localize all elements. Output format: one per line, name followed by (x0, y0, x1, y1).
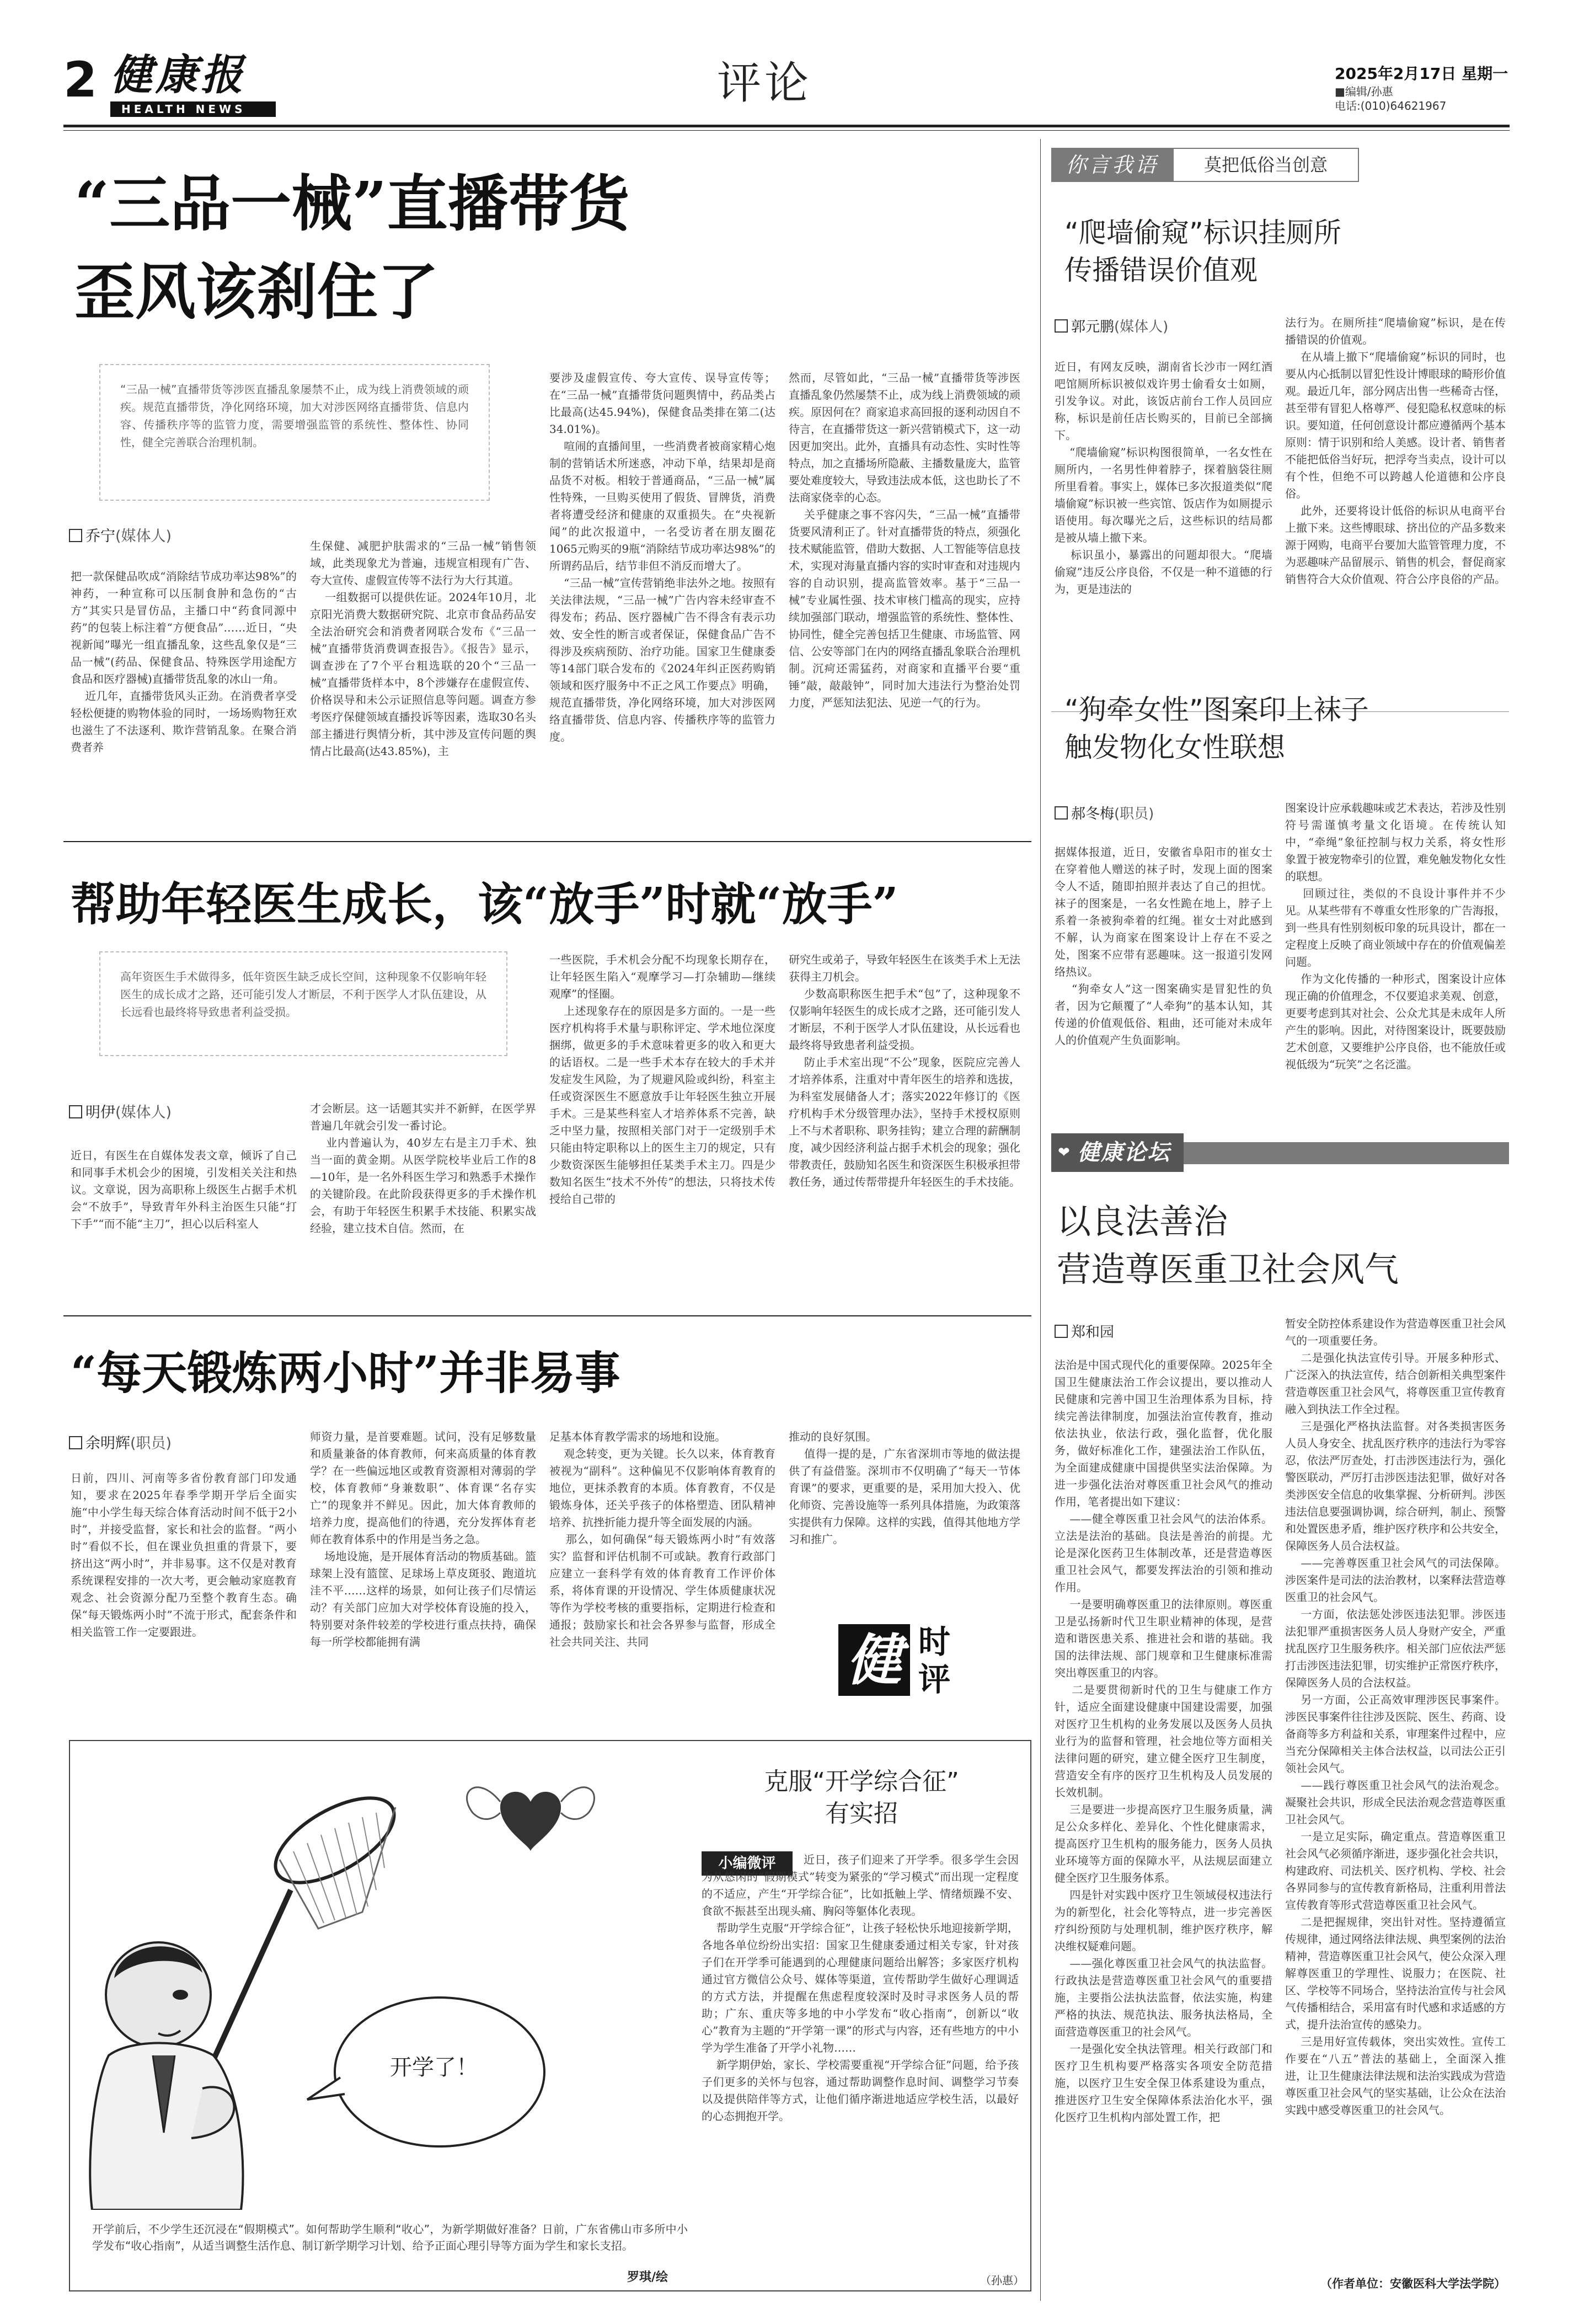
article1-col1-text: 把一款保健品吹成“消除结节成功率达98%”的神药，一种宣称可以压制食肿和急伤的“古方”其实只是冒仿品，主播口中“药食同源中药”的包装上标注着“方便食品”……近日，“央视新闻”曝光一组直播乱象，这些乱象仅是“三品一械”(药品、保健食品、特殊医学用途配方食品和医疗器械)直播带货乱象的冰山一角。 近几年，直播带货风头正劲。在消费者享受轻松便捷的购物体验的同时，一场场购物狂欢也滋生了不法逐利、欺诈营销乱象。在聚合消费者养 (71, 570, 297, 754)
article1-summary: “三品一械”直播带货等涉医直播乱象屡禁不止，成为线上消费领域的顽疾。规范直播带货，净化网络环境，加大对涉医网络直播带货、信息内容、传播秩序等的监管力度，需要增强监管的系统性、整体性、协同性，健全完善联合治理机制。 (120, 383, 469, 449)
piece1-byline (1055, 315, 1168, 336)
article3-col2 (310, 1428, 536, 1723)
article3-author: 余明辉 (85, 1435, 130, 1452)
forum-label: 健康论坛 (1078, 1140, 1170, 1165)
piece3-col2-text: 暂安全防控体系建设作为营造尊医重卫社会风气的一项重要任务。 二是强化执法宣传引导。开展多种形式、广泛深入的执法宣传，结合创新相关典型案件营造尊医重卫社会风气，将尊医重卫宣传教育融入到执法工作全过程。 三是强化严格执法监督。对各类损害医务人员人身安全、扰乱医疗秩序的违法行为零容忍，依法严厉查处，打击涉医违法行为，强化警医联动，严厉打击涉医违法犯罪，做好对各类涉医安全信息的收集掌握、分析研判。涉医违法信息要强调协调，综合研判，制止、预警和处置医患矛盾，维护医疗秩序和公共安全，保障医务人员合法权益。 ——完善尊医重卫社会风气的司法保障。涉医案件是司法的法治教材，以案释法营造尊医重卫的社会风气。 一方面，依法惩处涉医违法犯罪。涉医违法犯罪严重损害医务人员人身财产安全，严重扰乱医疗卫生服务秩序。相关部门应依法严惩打击涉医违法犯罪，切实维护正常医疗秩序，保障医务人员的合法权益。 另一方面，公正高效审理涉医民事案件。涉医民事案件往往涉及医院、医生、药商、设备商等多方利益和关系，审理案件过程中，应当充分保障相关主体合法权益，以司法公正引领社会风气。 ——践行尊医重卫社会风气的法治观念。凝聚社会共识，形成全民法治观念营造尊医重卫社会风气。 一是立足实际，确定重点。营造尊医重卫社会风气必须循序渐进，逐步强化社会共识，构建政府、司法机关、医疗机构、学校、社会各界同参与的宣传教育新格局，注重利用普法宣传教育等形式营造尊医重卫社会风气。 二是把握规律，突出针对性。坚持遵循宣传规律，通过网络法律法规、典型案例的法治精神，营造尊医重卫社会风气，使公众深入理解尊医重卫的学理性、说服力；在医院、社区、学校等不同场合，坚持法治宣传与社会风气传播相结合，采用富有时代感和求适感的方式，提升法治宣传的感染力。 三是用好宣传载体，突出实效性。宣传工作要在“八五”普法的基础上，全面深入推进，让卫生健康法律法规和法治实践成为营造尊医重卫社会风气的坚实基础，让公众在法治实践中感受尊医重卫的社会风气。 (1285, 1317, 1506, 2117)
masthead-rule-thick (63, 125, 1510, 127)
article1-bottom-rule (63, 841, 1031, 842)
editor-credit: ■编辑/孙惠 (1335, 85, 1393, 98)
article2-col1 (71, 1147, 297, 1302)
flying-heart-icon (467, 1787, 595, 1851)
cartoon-illustration (76, 1747, 688, 2210)
article1-col2 (310, 538, 536, 827)
forum-banner (1051, 1133, 1509, 1172)
article1-col4-text: 然而，尽管如此，“三品一械”直播带货等涉医直播乱象仍然屡禁不止，成为线上消费领域的顽疾。原因何在？商家追求高回报的逐利动因自不待言，在直播带货这一新兴营销模式下，这一动因更加突出。此外，直播具有动态性、实时性等特点，加之直播场所隐蔽、主播数量庞大，监管要处难度较大，导致违法成本低，这也助长了不法商家侥幸的心态。 关乎健康之事不容闪失，“三品一械”直播带货要风清利正了。针对直播带货的特点，须强化技术赋能监管，借助大数据、人工智能等信息技术，实现对海量直播内容的实时审查和对违规内容的自动识别，提高监管效率。基于“三品一械”专业属性强、技术审核门槛高的现实，应持续加强部门联动，增强监管的系统性、整体性、协同性，健全完善包括卫生健康、市场监管、网信、公安等部门在内的网络直播乱象联合治理机制。沉疴还需猛药，对商家和直播平台要“重锤”敲，敲敲钟”，同时加大违法行为整治处罚力度，严惩知法犯法、见逆一气的行为。 (789, 371, 1020, 709)
paper-logo-en: HEALTH NEWS (110, 101, 276, 117)
article3-author-role: (职员) (130, 1435, 172, 1452)
cartoon-box (69, 1740, 1031, 2291)
masthead-rule-thin (63, 130, 1510, 131)
piece1-headline-line2: 传播错误价值观 (1064, 254, 1258, 286)
paper-logo-name: 健康报 (110, 50, 246, 99)
article1-col1 (71, 568, 297, 827)
article1-headline-line2: 歪风该刹住了 (74, 256, 438, 328)
article2-col1-text: 近日，有医生在自媒体发表文章，倾诉了自己和同事手术机会少的困境，引发相关关注和热议。文章说，因为高职称上级医生占据手术机会“不放手”，导致青年外科主治医生只能“打下手”“而不能“主刀”，担心以后科室人 (71, 1149, 297, 1230)
piece2-col1 (1055, 844, 1272, 1103)
piece3-author-note: （作者单位：安徽医科大学法学院） (1320, 2277, 1506, 2290)
byline-square-icon (69, 1436, 82, 1449)
column-subtitle: 莫把低俗当创意 (1173, 148, 1359, 182)
cartoon-credit: 罗琪/绘 (627, 2271, 668, 2284)
piece2-author-role: (职员) (1114, 806, 1154, 822)
column-divider (1040, 139, 1041, 2301)
shiping-logo (838, 1624, 982, 1707)
byline-square-icon (1055, 319, 1068, 333)
section-title: 评论 (717, 57, 812, 109)
piece2-author: 郝冬梅 (1071, 806, 1115, 822)
piece1-headline-line1: “爬墙偷窥”标识挂厕所 (1064, 217, 1341, 249)
piece1-author: 郭元鹏 (1071, 319, 1115, 335)
piece3-headline-line1: 以良法善治 (1057, 1201, 1228, 1241)
article1-col3-text: 要涉及虚假宣传、夸大宣传、误导宣传等；在“三品一械”直播带货问题舆情中，药品类占比最高(达45.94%)，保健食品类排在第二(达34.01%)。 喧闹的直播间里，一些消费者被商家精心炮制的营销话术所迷惑，冲动下单，结果却是商品货不对板。相较于普通商品，“三品一械”属性特殊，一旦购买使用了假货、冒牌货，消费者将遭受经济和健康的双重损失。在“央视新闻”的此次报道中，一名受访者在朋友圈花1065元购买的9瓶“消除结节成功率达98%”的所谓药品后，结节非但不消反而增大了。 “三品一械”宣传营销绝非法外之地。按照有关法律法规，“三品一械”广告内容未经审查不得发布；药品、医疗器械广告不得含有表示功效、安全性的断言或者保证，保健食品广告不得涉及疾病预防、治疗功能。国家卫生健康委等14部门联合发布的《2024年纠正医药购销领域和医疗服务中不正之风工作要点》明确，规范直播带货，净化网络环境，加大对涉医网络直播带货、信息内容、传播秩序等的监管力度。 (549, 371, 775, 743)
shiping-logo-char: 健 (838, 1624, 910, 1696)
article3-col1 (71, 1470, 297, 1723)
byline-square-icon (69, 1105, 82, 1118)
article2-summary: 高年资医生手术做得多，低年资医生缺乏成长空间，这种现象不仅影响年轻医生的成长成才之路，还可能引发人才断层，不利于医学人才队伍建设，从长远看也最终将导致患者利益受损。 (120, 970, 486, 1019)
paper-logo (110, 50, 309, 116)
column-banner (1051, 148, 1360, 182)
article1-summary-box (99, 364, 490, 501)
article1-col3 (549, 370, 775, 827)
article1-author-role: (媒体人) (115, 528, 172, 545)
article2-headline: 帮助年轻医生成长，该“放手”时就“放手” (71, 878, 898, 931)
piece3-col1-text: 法治是中国式现代化的重要保障。2025年全国卫生健康法治工作会议提出，要以推动人民健康和完善中国卫生治理体系为目标，持续完善法律制度，加强法治宣传教育，推动依法执业，依法行政，强化监督，优化服务，做好标准化工作，建强法治工作队伍，为全面建成健康中国提供坚实法治保障。为进一步强化法治对尊医重卫社会风气的推动作用，笔者提出如下建议： ——健全尊医重卫社会风气的法治体系。立法是法治的基础。良法是善治的前提。尤论是深化医药卫生体制改革，还是营造尊医重卫社会风气，都要发挥法治的引领和推动作用。 一是要明确尊医重卫的法律原则。尊医重卫是弘扬新时代卫生职业精神的体现，是营造和谐医患关系、推进社会和谐的基础。我国的法律法规、部门规章和卫生健康标准需突出尊医重卫的内容。 二是要贯彻新时代的卫生与健康工作方针，适应全面建设健康中国建设需要，加强对医疗卫生机构的业务发展以及医务人员执业行为的监督和管理，社会地位等方面相关法律问题的研究，建立健全医疗卫生制度，营造安全有序的医疗卫生机构及人员发展的长效机制。 三是要进一步提高医疗卫生服务质量，满足公众多样化、差异化、个性化健康需求，提高医疗卫生机构的服务能力，医务人员执业环境等方面的保障水平，从法规层面建立健全医疗卫生服务体系。 四是针对实践中医疗卫生领域侵权违法行为的新型化，社会化等特点，进一步完善医疗纠纷预防与处理机制，维护医疗秩序，解决维权疑难问题。 ——强化尊医重卫社会风气的执法监督。行政执法是营造尊医重卫社会风气的重要措施，主要指公法执法监督，依法实施，构建严格的执法、规范执法、服务执法格局，全面营造尊医重卫的社会风气。 一是强化安全执法管理。相关行政部门和医疗卫生机构要严格落实各项安全防范措施，以医疗卫生安全保卫体系建设为重点，推进医疗卫生安全保障体系法治化水平，强化医疗卫生机构内部处置工作，把 (1055, 1358, 1272, 2124)
article2-col4-text: 研究生或弟子，导致年轻医生在该类手术上无法获得主刀机会。 少数高职称医生把手术“包”了，这种现象不仅影响年轻医生的成长成才之路，还可能引发人才断层，不利于医学人才队伍建设，从长远看也最终将导致患者利益受损。 防止手术室出现“不公”现象，医院应完善人才培养体系，注重对中青年医生的培养和选拔，为科室发展储备人才；落实2022年修订的《医疗机构手术分级管理办法》，坚持手术授权原则上不与术者职称、职务挂钩；建立合理的薪酬制度，减少因经济利益占据手术机会的现象；强化带教责任，鼓励知名医生和资深医生积极承担带教任务，通过传帮带提升年轻医生的手术技能。 (789, 953, 1020, 1188)
piece1-author-role: (媒体人) (1114, 319, 1169, 335)
piece2-headline-line2: 触发物化女性联想 (1064, 731, 1285, 763)
speech-bubble-text: 开学了！ (390, 2055, 478, 2080)
piece3-author: 郑和园 (1071, 1324, 1115, 1341)
issue-date: 2025年2月17日 星期一 (1335, 65, 1508, 83)
piece3-col2 (1285, 1315, 1506, 2267)
article2-col2 (310, 1100, 536, 1302)
article2-bottom-rule (63, 1315, 1031, 1316)
piece3-headline-line2: 营造尊医重卫社会风气 (1057, 1249, 1399, 1289)
page-number: 2 (63, 51, 98, 108)
shiping-logo-line1: 时 (918, 1623, 951, 1661)
piece2-col1-text: 据媒体报道，近日，安徽省阜阳市的崔女士在穿着他人赠送的袜子时，发现上面的图案令人不适，随即拍照并表达了自己的担忧。袜子的图案是，一名女性跪在地上，脖子上系着一条被狗牵着的红绳。崔女士对此感到不解，认为商家在图案设计上存在不妥之处，图案不应带有恶趣味。这一报道引发网络热议。 “狗牵女人”这一图案确实是冒犯性的负者，因为它颠覆了“人牵狗”的基本认知，其传递的价值观低俗、粗曲，还可能对未成年人的价值观产生负面影响。 (1055, 845, 1272, 1047)
piece1-col2 (1285, 314, 1506, 706)
article2-author-role: (媒体人) (115, 1104, 172, 1121)
article2-col2-text: 才会断层。这一话题其实并不新鲜，在医学界普遍几年就会引发一番讨论。 业内普遍认为，40岁左右是主刀手术、独当一面的黄金期。从医学院校毕业后工作的8—10年，是一名外科医生学习和熟悉手术操作的关键阶段。在此阶段获得更多的手术操作机会，有助于年轻医生积累手术技能、积累实战经验，建立技术自信。然而，在 (310, 1102, 536, 1235)
article3-col3-text: 足基本体育教学需求的场地和设施。 观念转变，更为关键。长久以来，体育教育被视为“副科”。这种偏见不仅影响体育教育的地位，更抹杀教育的本质。体育教育，不仅是锻炼身体，还关乎孩子的体格塑造、团队精神培养、抗挫折能力提升等全面发展的内涵。 那么，如何确保“每天锻炼两小时”有效落实？监督和评估机制不可或缺。教育行政部门应建立一套科学有效的体育教育工作评价体系，将体育课的开设情况、学生体质健康状况等作为学校考核的重要指标，定期进行检查和通报；鼓励家长和社会各界参与监督，形成全社会共同关注、共同 (549, 1430, 775, 1648)
article1-author: 乔宁 (85, 528, 115, 545)
column-label: 你言我语 (1051, 148, 1173, 182)
piece1-col2-text: 法行为。在厕所挂“爬墙偷窥”标识，是在传播错误的价值观。 在从墙上撤下“爬墙偷窥”标识的同时，也要从内心抵制以冒犯性设计博眼球的畸形价值观。最近几年，部分网店出售一些稀奇古怪，甚至带有冒犯人格尊严、侵犯隐私权意味的标识。要知道，任何创意设计都应遵循两个基本原则：情于识别和给人美感。设计者、销售者不能把低俗当好玩，把浮夸当卖点，设计可以有个性，但绝不可以跨越人伦道德和公序良俗。 此外，还要将设计低俗的标识从电商平台上撤下来。这些博眼球、挤出位的产品多数来源于网购，电商平台要加大监管管理力度，不为恶趣味产品留展示、销售的机会，督促商家销售符合大众价值观、符合公序良俗的产品。 (1285, 316, 1506, 586)
article3-col2-text: 师资力量，是首要难题。试问，没有足够数量和质量兼备的体育教师，何来高质量的体育教学？在一些偏远地区或教育资源相对薄弱的学校，体育教师“身兼数职”、体育课“名存实亡”的现象并不鲜见。因此，加大体育教师的培养力度，提高他们的待遇，充分发挥体育老师在教育体系中的作用是当务之急。 场地设施，是开展体育活动的物质基础。篮球架上没有篮筐、足球场上草皮斑驳、跑道坑洼不平……这样的场景，如何让孩子们尽情运动？有关部门应加大对学校体育设施的投入，特别要对条件较差的学校进行重点扶持，确保每一所学校都能拥有满 (310, 1430, 536, 1648)
piece1-col1 (1055, 358, 1272, 706)
article2-summary-box (99, 951, 507, 1056)
article2-col3 (549, 951, 775, 1302)
piece2-byline (1055, 802, 1154, 823)
shiping-logo-line2: 评 (918, 1661, 951, 1698)
article2-byline (69, 1100, 172, 1122)
cartoon-title-line2: 有实招 (825, 1800, 898, 1828)
cartoon-commentary (702, 1851, 1019, 2271)
article1-headline-line1: “三品一械”直播带货 (74, 168, 630, 239)
cartoon-caption: 开学前后，不少学生还沉浸在“假期模式”。如何帮助学生顺利“收心”，为新学期做好准备？日前，广东省佛山市多所中小学发布“收心指南”，从适当调整生活作息、制订新学期学习计划、给予正面心理引导等方面为学生和家长支招。 (92, 2223, 688, 2252)
article1-col2-text: 生保健、减肥护肤需求的“三品一械”销售领域，此类现象尤为普遍，违规宣相现有广告、夸大宣传、虚假宣传等不法行为大行其道。 一组数据可以提供佐证。2024年10月，北京阳光消费大数据研究院、北京市食品药品安全法治研究会和消费者网联合发布《“三品一械”直播带货消费调查报告》。《报告》显示，调查涉在了7个平台粗选联的20个“三品一械”直播带货样本中，8个涉嫌存在虚假宣传、价格误导和未公示证照信息等问题。调查方参考医疗保健领域直播投诉等因素，选取30名头部主播进行舆情分析，其中涉及宣传问题的舆情占比最高(达43.85%)，主 (310, 539, 536, 758)
article3-byline (69, 1431, 172, 1453)
piece2-col2 (1285, 800, 1506, 1103)
article3-col3 (549, 1428, 775, 1723)
article3-headline: “每天锻炼两小时”并非易事 (71, 1347, 620, 1400)
cartoon-commentary-text: 近日，孩子们迎来了开学季。很多学生会因为从悠闲的“假期模式”转变为紧张的“学习模式”而出现一定程度的不适应，产生“开学综合征”，比如抵触上学、情绪烦躁不安、食欲不振甚至出现头痛、胸闷等躯体化表现。 帮助学生克服“开学综合征”，让孩子轻松快乐地迎接新学期，各地各单位纷纷出实招：国家卫生健康委通过相关专家，针对孩子们在开学季可能遇到的心理健康问题给出解答；多家医疗机构通过官方微信公众号、媒体等渠道，宣传帮助学生做好心理调适的方式方法，并提醒在焦虑程度较深时及时寻求医务人员的帮助；广东、重庆等多地的中小学发布“收心指南”，创新以“收心”教育为主题的“开学第一课”的形式与内容，还有些地方的中小学为学生准备了开学小礼物…… 新学期伊始，家长、学校需要重视“开学综合征”问题，给予孩子们更多的关怀与包容，通过帮助调整作息时间、调整学习节奏以及提供陪伴等方式，让他们循序渐进地适应学校生活，以最好的心态拥抱开学。 (702, 1853, 1019, 2123)
editor-phone: 电话:(010)64621967 (1335, 99, 1447, 113)
piece3-byline (1055, 1321, 1114, 1341)
piece2-col2-text: 图案设计应承载趣味或艺术表达，若涉及性别符号需谨慎考量文化语境。在传统认知中，“牵绳”象征控制与权力关系，将女性形象置于被宠物牵引的位置，难免触发物化女性的联想。 回顾过往，类似的不良设计事件并不少见。从某些带有不尊重女性形象的广告海报，到一些具有性别刻板印象的玩具设计，都在一定程度上反映了商业领域中存在的价值观偏差问题。 作为文化传播的一种形式，图案设计应体现正确的价值理念，不仅要追求美观、创意，更要考虑到其对社会、公众尤其是未成年人所产生的影响。因此，对待图案设计，既要鼓励艺术创意，又要维护公序良俗，也不能放任或视低级为“玩笑”之名泛滥。 (1285, 801, 1506, 1071)
masthead (0, 0, 1573, 132)
cartoon-title-line1: 克服“开学综合征” (764, 1768, 959, 1796)
byline-square-icon (1055, 1325, 1068, 1338)
forum-heart-icon: ❤ (1058, 1144, 1070, 1161)
article3-col1-text: 日前，四川、河南等多省份教育部门印发通知，要求在2025年春季学期开学后全面实施“中小学生每天综合体育活动时间不低于2小时”，并接受监督，家长和社会的监督。“两小时”看似不长，但在课业负担重的背景下，要挤出这“两小时”，并非易事。这不仅是对教育系统课程安排的一次大考，更会触动家庭教育观念、社会资源分配乃至整个教育生态。确保“每天锻炼两小时”不流于形式，配套条件和相关监管工作一定要跟进。 (71, 1471, 297, 1638)
parent-figure (90, 1942, 243, 2210)
article1-col4 (789, 370, 1020, 827)
cartoon-tag: 小编微评 (702, 1851, 793, 1876)
piece3-col1 (1055, 1357, 1272, 2289)
article1-byline (69, 524, 172, 545)
article2-col4 (789, 951, 1020, 1302)
article2-col3-text: 一些医院，手术机会分配不均现象长期存在，让年轻医生陷入“观摩学习—打杂辅助—继续观摩”的怪圈。 上述现象存在的原因是多方面的。一是一些医疗机构将手术量与职称评定、学术地位深度捆绑，做更多的手术意味着更多的收入和更大的话语权。二是一些手术本存在较大的手术并发症发生风险，为了规避风险或纠纷，科室主任或资深医生不愿意放手让年轻医生独立开展手术。三是某些科室人才培养体系不完善，缺乏中坚力量，按照相关部门对于一定级别手术只能由特定职称以上的医生主刀的规定，只有少数资深医生能够担任某类手术主刀。四是少数知名医生“技术不外传”的想法，只将技术传授给自己带的 (549, 953, 775, 1206)
byline-square-icon (69, 529, 82, 542)
cartoon-sign: （孙惠） (980, 2274, 1024, 2287)
article2-author: 明伊 (85, 1104, 115, 1121)
byline-square-icon (1055, 806, 1068, 820)
article3-col4 (789, 1428, 1020, 1602)
piece2-headline-line1: “狗牵女性”图案印上袜子 (1064, 694, 1369, 726)
article3-col4-text: 推动的良好氛围。 值得一提的是，广东省深圳市等地的做法提供了有益借鉴。深圳市不仅明确了“每天一节体育课”的要求，更重要的是，采用加大投入、优化师资、完善设施等一系列具体措施，为政策落实提供有力保障。这样的实践，值得其他地方学习和推广。 (789, 1430, 1020, 1546)
piece1-col1-text: 近日，有网友反映，湖南省长沙市一网红酒吧馆厕所标识被似戏许男士偷看女士如厕，引发争议。对此，该饭店前台工作人员回应称，标识是前任店长购买的，目前已全部摘下。 “爬墙偷窥”标识构图很简单，一名女性在厕所内，一名男性伸着脖子，探着脑袋往厕所里看着。事实上，媒体已多次报道类似“爬墙偷窥”标识被一些宾馆、饭店作为如厕提示语使用。每次曝光之后，这些标识的结局都是被从墙上撤下来。 标识虽小，暴露出的问题却很大。“爬墙偷窥”违反公序良俗，不仅是一种不道德的行为，更是违法的 (1055, 360, 1272, 596)
